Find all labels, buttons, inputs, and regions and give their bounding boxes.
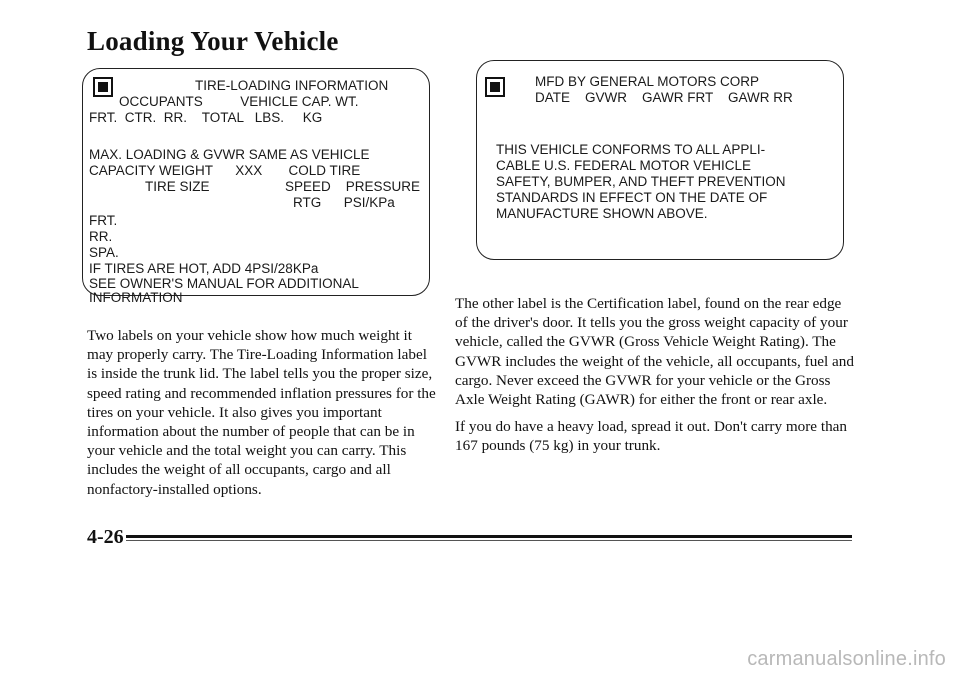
label-line: OCCUPANTS VEHICLE CAP. WT. [119,94,359,109]
label-line: SAFETY, BUMPER, AND THEFT PREVENTION [496,174,786,189]
paragraph: Two labels on your vehicle show how much weight it may properly carry. The Tire-Loading Information label is inside the trunk lid. The label tells you the proper size, speed rating and recommended inflation pressures for the tires on your vehicle. It also gives you important information about the number of people that can be in your vehicle and the total weight you can carry. This includes the weight of all occupants, cargo and all nonfactory-installed options. [87,327,436,498]
label-line: CAPACITY WEIGHT XXX COLD TIRE [89,163,361,178]
gm-badge-icon [485,77,505,97]
watermark: carmanualsonline.info [747,648,946,670]
label-line: SPEED PRESSURE [285,179,421,194]
tire-loading-label [82,68,430,305]
label-line: IF TIRES ARE HOT, ADD 4PSI/28KPa [89,261,319,276]
certification-label [476,60,844,260]
paragraph: If you do have a heavy load, spread it out. Don't carry more than 167 pounds (75 kg) in your trunk. [455,418,847,455]
label-line: STANDARDS IN EFFECT ON THE DATE OF [496,190,768,205]
label-line: THIS VEHICLE CONFORMS TO ALL APPLI- [496,142,766,157]
label-line: FRT. CTR. RR. TOTAL LBS. KG [89,110,323,125]
label-line: MFD BY GENERAL MOTORS CORP [535,74,760,89]
label-line: DATE GVWR GAWR FRT GAWR RR [535,90,793,105]
label-line: RR. [89,229,113,244]
page-number: 4-26 [87,526,124,548]
gm-badge-icon [93,77,113,97]
label-line: MAX. LOADING & GVWR SAME AS VEHICLE [89,147,370,162]
label-line: TIRE SIZE [145,179,210,194]
right-column-text [455,294,855,456]
left-column-text [87,326,437,499]
label-line: CABLE U.S. FEDERAL MOTOR VEHICLE [496,158,752,173]
footer-rule-thin [126,540,852,541]
label-line: INFORMATION [89,290,183,305]
label-line: MANUFACTURE SHOWN ABOVE. [496,206,708,221]
label-line: TIRE-LOADING INFORMATION [195,78,389,93]
label-line: SPA. [89,245,119,260]
label-line: RTG PSI/KPa [293,195,395,210]
label-line: FRT. [89,213,118,228]
label-line: SEE OWNER'S MANUAL FOR ADDITIONAL [89,276,359,291]
paragraph: The other label is the Certification label, found on the rear edge of the driver's door. It tells you the gross weight capacity of your vehicle, called the GVWR (Gross Vehicle Weight Rating). The GVWR includes the weight of the vehicle, all occupants, fuel and cargo. Never exceed the GVWR for your vehicle or the Gross Axle Weight Rating (GAWR) for either the front or rear axle. [455,295,854,409]
footer-rule [126,535,852,538]
page-title: Loading Your Vehicle [87,26,339,56]
